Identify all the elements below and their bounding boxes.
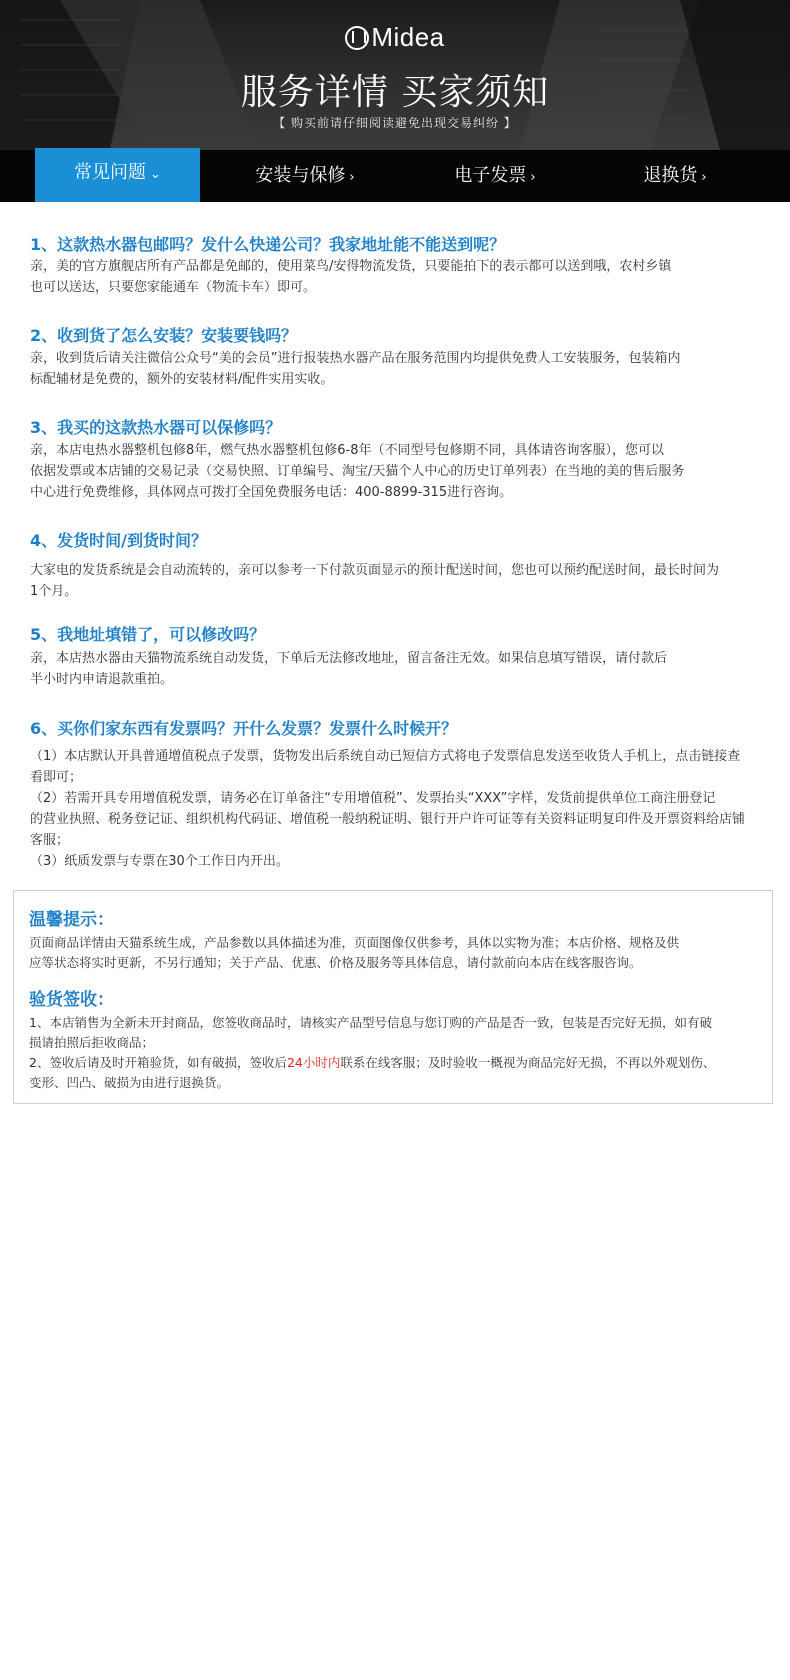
inspect-line-text: 2、签收后请及时开箱验货，如有破损，签收后 [29,1055,287,1070]
tab-returns-label: 退换货 [643,165,698,186]
chevron-right-icon: › [349,170,355,185]
header-banner [0,0,790,150]
chevron-right-icon: › [530,170,536,185]
chevron-right-icon: › [701,170,707,185]
page-subtitle: 【 购买前请仔细阅读避免出现交易纠纷 】 [273,116,517,130]
faq-answer-line: 也可以送达，只要您家能通车（物流卡车）即可。 [30,280,317,295]
inspect-text [29,1013,774,1093]
faq-answer-line: 亲，收到货后请关注微信公众号“美的会员”进行报装热水器产品在服务范围内均提供免费人工安装服务，包装箱内 [30,351,681,366]
faq-answer [30,560,775,602]
notice-box [13,890,773,1104]
faq-answer [30,440,775,503]
faq-question: 2、收到货了怎么安装？安装要钱吗？ [30,326,298,345]
faq-answer [30,746,775,872]
faq-answer-line: 大家电的发货系统是会自动流转的，亲可以参考一下付款页面显示的预计配送时间，您也可以预约配送时间，最长时间为 [30,563,720,578]
faq-question: 6、买你们家东西有发票吗？开什么发票？发票什么时候开？ [30,719,458,738]
tips-line: 页面商品详情由天猫系统生成，产品参数以具体描述为准，页面图像仅供参考，具体以实物为准；本店价格、规格及供 [29,935,680,950]
inspect-line [29,1053,774,1073]
faq-answer [30,348,775,390]
faq-answer-line: 亲，美的官方旗舰店所有产品都是免邮的，使用菜鸟/安得物流发货，只要能拍下的表示都可以送到哦，农村乡镇 [30,259,672,274]
faq-answer-line: （3）纸质发票与专票在30个工作日内开出。 [30,854,289,869]
faq-answer-line: 半小时内申请退款重拍。 [30,672,174,687]
inspect-line: 1、本店销售为全新未开封商品，您签收商品时，请核实产品型号信息与您订购的产品是否一致，包装是否完好无损，如有破 [29,1015,712,1030]
faq-question: 1、这款热水器包邮吗？发什么快递公司？我家地址能不能送到呢？ [30,235,506,254]
tab-faq-label: 常见问题 [74,162,147,183]
inspect-line-text: 联系在线客服；及时验收一概视为商品完好无损，不再以外观划伤、 [340,1055,716,1070]
faq-answer-line: 的营业执照、税务登记证、组织机构代码证、增值税一般纳税证明、银行开户许可证等有关资料证明复印件及开票资料给店铺 [30,812,746,827]
tab-e-invoice-label: 电子发票 [454,165,527,186]
tab-e-invoice[interactable] [430,150,560,202]
tab-returns[interactable] [620,150,730,202]
faq-answer [30,648,775,690]
tips-text [29,933,774,973]
tips-heading: 温馨提示： [29,910,114,930]
inspect-line: 损请拍照后拒收商品； [29,1035,155,1050]
faq-answer-line: （1）本店默认开具普通增值税点子发票，货物发出后系统自动已短信方式将电子发票信息发送至收货人手机上，点击链接查 [30,749,741,764]
midea-logo-icon [345,26,369,50]
faq-answer-line: 客服； [30,833,70,848]
faq-answer [30,256,775,298]
faq-answer-line: 亲，本店热水器由天猫物流系统自动发货，下单后无法修改地址，留言备注无效。如果信息填写错误，请付款后 [30,651,668,666]
inspect-line: 变形、凹凸、破损为由进行退换货。 [29,1075,230,1090]
faq-answer-line: 中心进行免费维修，具体网点可拨打全国免费服务电话：400-8899-315进行咨询。 [30,485,513,500]
faq-question: 5、我地址填错了，可以修改吗？ [30,625,266,644]
faq-answer-line: 看即可； [30,770,83,785]
brand-name: Midea [371,22,445,52]
faq-answer-line: 1个月。 [30,584,78,599]
faq-answer-line: 标配辅材是免费的，额外的安装材料/配件实用实收。 [30,372,334,387]
midea-logo [0,22,790,53]
faq-question: 3、我买的这款热水器可以保修吗？ [30,418,282,437]
page-title: 服务详情 买家须知 [240,72,550,113]
faq-answer-line: 亲，本店电热水器整机包修8年，燃气热水器整机包修6-8年（不同型号包修期不同，具体请咨询客服），您可以 [30,443,665,458]
highlight-24h: 24小时内 [286,1055,341,1070]
chevron-down-icon: ⌄ [150,167,161,182]
inspect-heading: 验货签收： [29,990,114,1010]
tab-install-warranty[interactable] [235,150,375,202]
faq-answer-line: 依据发票或本店铺的交易记录（交易快照、订单编号、淘宝/天猫个人中心的历史订单列表）在当地的美的售后服务 [30,464,685,479]
tips-line: 应等状态将实时更新，不另行通知；关于产品、优惠、价格及服务等具体信息，请付款前向本店在线客服咨询。 [29,955,642,970]
section-nav [0,150,790,202]
tab-install-warranty-label: 安装与保修 [255,165,346,186]
faq-answer-line: （2）若需开具专用增值税发票，请务必在订单备注“专用增值税”、发票抬头“XXX”字样，发货前提供单位工商注册登记 [30,791,716,806]
tab-faq[interactable] [35,148,200,202]
faq-question: 4、发货时间/到货时间？ [30,531,207,550]
